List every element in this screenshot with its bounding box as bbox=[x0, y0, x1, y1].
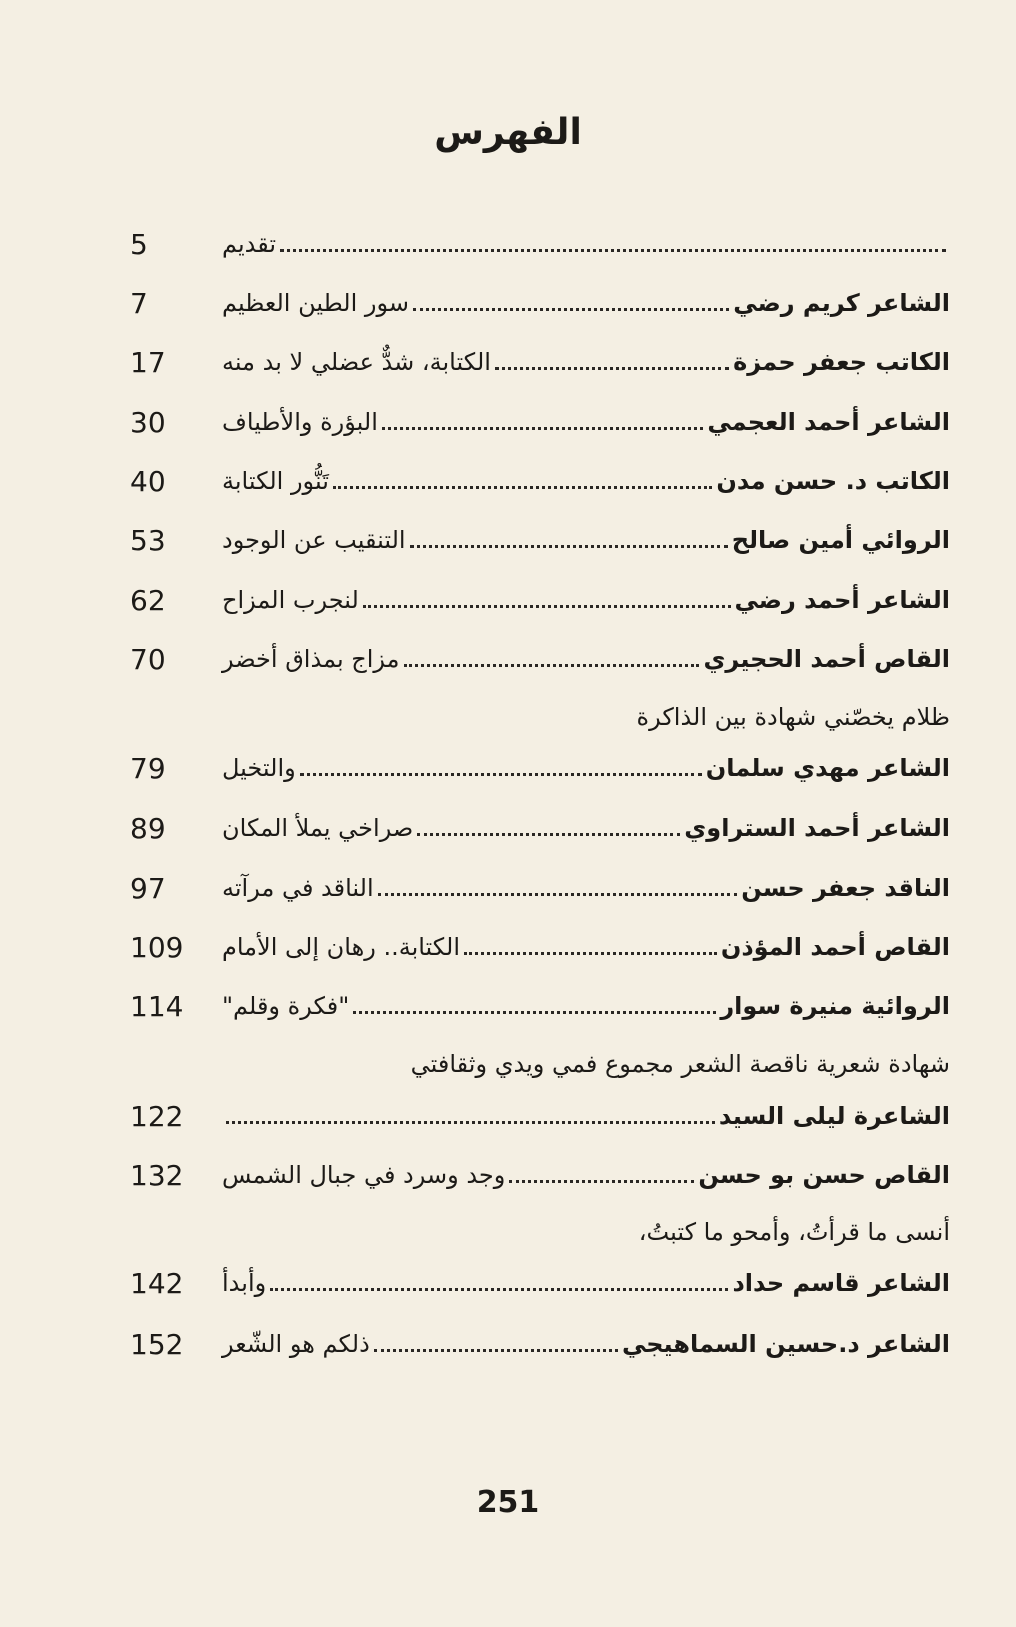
entry-page: 89 bbox=[130, 811, 166, 845]
entry-author: الكاتب جعفر حمزة bbox=[733, 348, 950, 376]
entry-page: 97 bbox=[130, 871, 166, 905]
leader-dots bbox=[270, 1288, 728, 1291]
entry-title: سور الطين العظيم bbox=[222, 289, 409, 317]
entry-title: صراخي يملأ المكان bbox=[222, 814, 414, 842]
leader-dots bbox=[300, 773, 702, 776]
entry-author: الشاعر مهدي سلمان bbox=[705, 754, 950, 782]
toc-entry bbox=[130, 400, 950, 444]
entry-title: وجد وسرد في جبال الشمس bbox=[222, 1161, 506, 1189]
leader-dots bbox=[280, 249, 946, 252]
entry-page: 70 bbox=[130, 642, 166, 676]
leader-dots bbox=[413, 308, 729, 311]
entry-page: 7 bbox=[130, 286, 148, 320]
entry-author: الروائي أمين صالح bbox=[731, 526, 950, 554]
entry-title: تقديم bbox=[222, 230, 277, 258]
entry-title: "فكرة وقلم" bbox=[222, 992, 350, 1020]
entry-page: 30 bbox=[130, 405, 166, 439]
leader-dots bbox=[378, 893, 738, 896]
entry-page: 109 bbox=[130, 930, 184, 964]
leader-dots bbox=[509, 1180, 694, 1183]
toc-entry bbox=[130, 746, 950, 790]
leader-dots bbox=[363, 605, 731, 608]
entry-author: القاص أحمد الحجيري bbox=[703, 645, 950, 673]
toc-entry bbox=[130, 578, 950, 622]
entry-author: الشاعر د.حسين السماهيجي bbox=[621, 1330, 950, 1358]
entry-page: 152 bbox=[130, 1327, 184, 1361]
leader-dots bbox=[333, 486, 712, 489]
entry-title: الكتابة.. رهان إلى الأمام bbox=[222, 933, 461, 961]
entry-page: 114 bbox=[130, 989, 184, 1023]
entry-page: 53 bbox=[130, 523, 166, 557]
entry-title: التنقيب عن الوجود bbox=[222, 526, 406, 554]
entry-author: الكاتب د. حسن مدن bbox=[716, 467, 950, 495]
entry-author: القاص حسن بو حسن bbox=[698, 1161, 950, 1189]
entry-author: الشاعر أحمد العجمي bbox=[707, 408, 950, 436]
leader-dots bbox=[417, 833, 680, 836]
toc-entry bbox=[130, 984, 950, 1028]
leader-dots bbox=[353, 1011, 716, 1014]
toc-entry bbox=[130, 1094, 950, 1138]
entry-page: 40 bbox=[130, 464, 166, 498]
entry-page: 79 bbox=[130, 751, 166, 785]
toc-entry bbox=[130, 222, 950, 266]
leader-dots bbox=[464, 952, 717, 955]
toc-entry bbox=[130, 637, 950, 681]
toc-entry-first-line: أنسى ما قرأتُ، وأمحو ما كتبتُ، bbox=[638, 1218, 950, 1246]
entry-title: ذلكم هو الشّعر bbox=[222, 1330, 370, 1358]
entry-page: 122 bbox=[130, 1099, 184, 1133]
toc-entry bbox=[130, 1153, 950, 1197]
entry-author: الشاعر أحمد الستراوي bbox=[684, 814, 950, 842]
toc-entry bbox=[130, 281, 950, 325]
toc-entry bbox=[130, 806, 950, 850]
page-number: 251 bbox=[476, 1485, 540, 1520]
leader-dots bbox=[495, 367, 729, 370]
entry-page: 62 bbox=[130, 583, 166, 617]
page-title: الفهرس bbox=[434, 112, 582, 153]
toc-entry bbox=[130, 340, 950, 384]
leader-dots bbox=[404, 664, 700, 667]
toc-entry-first-line: شهادة شعرية ناقصة الشعر مجموع فمي ويدي وثقافتي bbox=[410, 1050, 950, 1078]
entry-page: 5 bbox=[130, 227, 148, 261]
entry-page: 132 bbox=[130, 1158, 184, 1192]
toc-entry bbox=[130, 1261, 950, 1305]
toc-entry bbox=[130, 459, 950, 503]
toc-entry bbox=[130, 1322, 950, 1366]
leader-dots bbox=[374, 1349, 618, 1352]
entry-title: والتخيل bbox=[222, 754, 296, 782]
entry-title: لنجرب المزاح bbox=[222, 586, 359, 614]
entry-author: الناقد جعفر حسن bbox=[741, 874, 950, 902]
entry-title: مزاج بمذاق أخضر bbox=[222, 645, 400, 673]
leader-dots bbox=[382, 427, 703, 430]
toc-entry bbox=[130, 518, 950, 562]
toc-entry bbox=[130, 925, 950, 969]
entry-title: البؤرة والأطياف bbox=[222, 408, 378, 436]
entry-title: الكتابة، شدٌّ عضلي لا بد منه bbox=[222, 348, 491, 376]
leader-dots bbox=[226, 1121, 715, 1124]
entry-title: تَنُّور الكتابة bbox=[222, 467, 329, 495]
entry-author: الروائية منيرة سوار bbox=[720, 992, 950, 1020]
toc-entry bbox=[130, 866, 950, 910]
toc-entry-first-line: ظلام يخصّني شهادة بين الذاكرة bbox=[636, 703, 950, 731]
entry-title: الناقد في مرآته bbox=[222, 874, 374, 902]
entry-author: الشاعرة ليلى السيد bbox=[718, 1102, 950, 1130]
entry-author: القاص أحمد المؤذن bbox=[720, 933, 950, 961]
entry-author: الشاعر كريم رضي bbox=[733, 289, 950, 317]
entry-author: الشاعر قاسم حداد bbox=[732, 1269, 950, 1297]
entry-author: الشاعر أحمد رضي bbox=[734, 586, 950, 614]
entry-page: 17 bbox=[130, 345, 166, 379]
entry-page: 142 bbox=[130, 1266, 184, 1300]
leader-dots bbox=[410, 545, 728, 548]
entry-title: وأبدأ bbox=[222, 1269, 267, 1297]
